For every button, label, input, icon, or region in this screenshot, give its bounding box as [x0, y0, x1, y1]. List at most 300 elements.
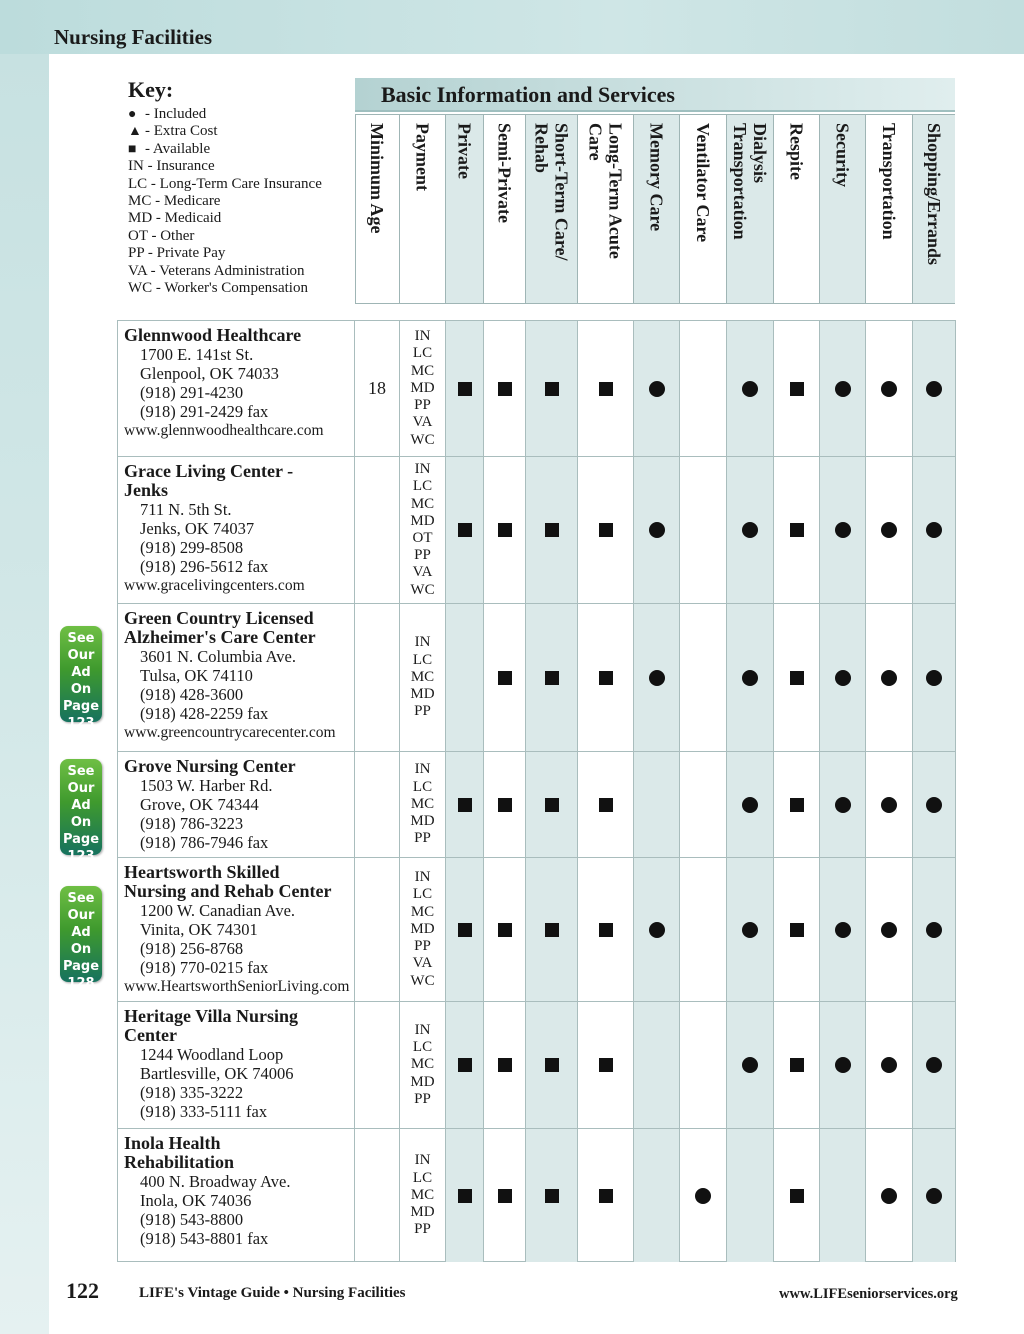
see-ad-badge[interactable] — [60, 626, 102, 731]
key-entry-text: MC - Medicare — [128, 193, 221, 210]
payment-code: LC — [412, 886, 433, 903]
table-row — [118, 858, 955, 1002]
facility-address-line: (918) 291-2429 fax — [140, 402, 269, 421]
available-square-icon — [599, 923, 613, 937]
facility-address-line: (918) 335-3222 — [140, 1083, 244, 1102]
table-cell — [680, 457, 727, 603]
table-cell — [913, 1002, 955, 1128]
included-dot-icon — [742, 922, 758, 938]
key-entry — [128, 245, 353, 262]
facility-address-line: Jenks, OK 74037 — [140, 519, 255, 538]
available-square-icon — [599, 382, 613, 396]
table-cell — [634, 604, 680, 751]
facility-address-line: 1200 W. Canadian Ave. — [140, 901, 296, 920]
column-header — [578, 115, 634, 303]
column-header — [526, 115, 578, 303]
ad-badge-text: Ad On — [70, 798, 92, 830]
payment-code: IN — [414, 1021, 431, 1038]
table-cell — [526, 457, 578, 603]
table-cell — [774, 858, 820, 1001]
table-cell — [727, 1129, 774, 1262]
available-square-icon — [458, 923, 472, 937]
table-cell — [634, 752, 680, 857]
table-cell — [727, 858, 774, 1001]
payment-code: VA — [412, 955, 433, 972]
facility-address-line: 1503 W. Harber Rd. — [140, 776, 273, 795]
ad-badge-text: Our — [67, 648, 95, 663]
included-dot-icon — [926, 922, 942, 938]
table-cell — [484, 1129, 526, 1262]
column-header — [774, 115, 820, 303]
table-cell — [727, 752, 774, 857]
payment-code: MC — [410, 903, 435, 920]
payment-code: MC — [410, 1056, 435, 1073]
key-entry-text: OT - Other — [128, 227, 195, 244]
facility-info — [118, 752, 355, 857]
column-header — [446, 115, 484, 303]
facility-name: Glennwood Healthcare — [124, 325, 302, 345]
included-dot-icon — [881, 797, 897, 813]
table-cell — [355, 858, 400, 1001]
facility-address-line: Vinita, OK 74301 — [140, 920, 258, 939]
table-cell — [400, 321, 446, 456]
ad-badge-text: Page — [62, 959, 100, 974]
facility-info — [118, 858, 355, 1001]
payment-code: WC — [410, 581, 435, 598]
ad-badge-text: 123 — [67, 849, 95, 864]
table-cell — [400, 1129, 446, 1262]
key-entry-text: - Extra Cost — [145, 123, 218, 140]
table-cell — [446, 858, 484, 1001]
table-cell — [820, 321, 866, 456]
payment-code: MD — [410, 1204, 435, 1221]
facility-address-line: (918) 543-8801 fax — [140, 1229, 269, 1248]
table-cell — [526, 858, 578, 1001]
available-square-icon — [790, 523, 804, 537]
included-dot-icon — [835, 522, 851, 538]
key-entry — [128, 106, 353, 123]
footer-guide-title: LIFE's Vintage Guide • Nursing Facilities — [139, 1285, 406, 1301]
table-cell — [355, 1002, 400, 1128]
table-cell — [680, 604, 727, 751]
column-header-label: Minimum Age — [367, 123, 387, 234]
table-cell — [484, 604, 526, 751]
available-square-icon — [498, 671, 512, 685]
table-cell — [774, 1002, 820, 1128]
payment-code: VA — [412, 414, 433, 431]
table-cell — [774, 752, 820, 857]
column-header-label: Transportation — [879, 123, 899, 240]
key-symbol-icon: ▲ — [128, 124, 142, 140]
ad-badge-text: 123 — [67, 716, 95, 731]
table-cell — [727, 321, 774, 456]
available-square-icon — [498, 1058, 512, 1072]
included-dot-icon — [881, 1057, 897, 1073]
facility-address-line: Glenpool, OK 74033 — [140, 364, 279, 383]
included-dot-icon — [742, 381, 758, 397]
table-cell — [680, 321, 727, 456]
payment-code: VA — [412, 564, 433, 581]
table-cell — [680, 752, 727, 857]
column-header-label: Shopping/Errands — [924, 123, 944, 266]
payment-code: MC — [410, 1186, 435, 1203]
included-dot-icon — [835, 670, 851, 686]
table-cell — [820, 604, 866, 751]
table-cell — [634, 321, 680, 456]
table-cell — [526, 321, 578, 456]
payment-code: MD — [410, 1073, 435, 1090]
column-headers — [355, 114, 955, 304]
table-cell — [866, 457, 913, 603]
payment-code: LC — [412, 651, 433, 668]
included-dot-icon — [926, 522, 942, 538]
table-cell — [446, 1129, 484, 1262]
table-cell — [446, 1002, 484, 1128]
table-cell — [355, 752, 400, 857]
key-entry — [128, 263, 353, 280]
available-square-icon — [498, 798, 512, 812]
table-row — [118, 752, 955, 858]
payment-code: MD — [410, 813, 435, 830]
table-cell — [400, 752, 446, 857]
table-cell — [446, 457, 484, 603]
facility-address-line: (918) 333-5111 fax — [140, 1102, 268, 1121]
included-dot-icon — [695, 1188, 711, 1204]
ad-badge-text: See — [67, 891, 95, 906]
payment-code: LC — [412, 345, 433, 362]
facility-address-line: Tulsa, OK 74110 — [140, 666, 253, 685]
section-title: Nursing Facilities — [54, 25, 213, 49]
facility-name: Jenks — [124, 480, 169, 500]
facilities-table — [117, 320, 956, 1262]
available-square-icon — [498, 1189, 512, 1203]
table-cell — [526, 604, 578, 751]
page-number: 122 — [66, 1278, 99, 1303]
facility-info — [118, 1129, 355, 1262]
payment-code: LC — [412, 778, 433, 795]
available-square-icon — [458, 1189, 472, 1203]
included-dot-icon — [742, 797, 758, 813]
available-square-icon — [545, 798, 559, 812]
column-header — [400, 115, 446, 303]
table-cell — [578, 1002, 634, 1128]
facility-name: Inola Health — [124, 1133, 221, 1153]
payment-code: MD — [410, 686, 435, 703]
table-cell — [526, 752, 578, 857]
table-cell — [446, 321, 484, 456]
included-dot-icon — [881, 522, 897, 538]
key-entry-text: - Available — [145, 140, 211, 157]
table-row — [118, 1129, 955, 1262]
available-square-icon — [790, 1058, 804, 1072]
payment-code: IN — [414, 634, 431, 651]
payment-code: LC — [412, 1039, 433, 1056]
available-square-icon — [790, 671, 804, 685]
included-dot-icon — [649, 381, 665, 397]
ad-badge-text: See — [67, 631, 95, 646]
facility-website[interactable]: www.glennwoodhealthcare.com — [124, 422, 324, 439]
facility-name: Nursing and Rehab Center — [124, 881, 332, 901]
table-cell — [913, 604, 955, 751]
table-cell — [866, 1129, 913, 1262]
table-cell — [578, 321, 634, 456]
payment-code: IN — [414, 761, 431, 778]
facility-name: Heritage Villa Nursing — [124, 1006, 298, 1026]
table-cell — [578, 752, 634, 857]
key-entry — [128, 158, 353, 175]
table-cell — [820, 858, 866, 1001]
table-row — [118, 1002, 955, 1129]
ad-badge-text: Ad On — [70, 925, 92, 957]
included-dot-icon — [835, 1057, 851, 1073]
facility-info — [118, 321, 355, 456]
table-cell — [727, 604, 774, 751]
column-header-label: Memory Care — [646, 123, 667, 232]
column-header-label: Private — [454, 123, 475, 179]
table-cell — [400, 858, 446, 1001]
payment-code: MC — [410, 795, 435, 812]
available-square-icon — [458, 523, 472, 537]
payment-code: IN — [414, 869, 431, 886]
table-cell — [355, 321, 400, 456]
included-dot-icon — [742, 1057, 758, 1073]
facility-address-line: 1244 Woodland Loop — [140, 1045, 284, 1064]
table-cell — [634, 1129, 680, 1262]
facility-website[interactable]: www.greencountrycarecenter.com — [124, 724, 336, 741]
key-entry — [128, 193, 353, 210]
available-square-icon — [790, 1189, 804, 1203]
included-dot-icon — [926, 797, 942, 813]
available-square-icon — [458, 1058, 472, 1072]
available-square-icon — [498, 523, 512, 537]
column-header — [355, 115, 400, 303]
key-entry-text: - Included — [145, 106, 207, 122]
table-cell — [484, 858, 526, 1001]
included-dot-icon — [649, 670, 665, 686]
facility-address-line: (918) 786-3223 — [140, 814, 244, 833]
payment-code: MC — [410, 668, 435, 685]
column-header-label: Long-Term Acute Care — [585, 123, 626, 259]
column-header — [634, 115, 680, 303]
column-header-label: Security — [832, 123, 853, 187]
payment-code: WC — [410, 431, 435, 448]
included-dot-icon — [835, 797, 851, 813]
available-square-icon — [599, 1189, 613, 1203]
facility-info — [118, 1002, 355, 1128]
column-header-label: Dialysis Transportation — [730, 123, 770, 240]
services-header — [355, 78, 955, 112]
available-square-icon — [599, 1058, 613, 1072]
payment-code: IN — [414, 1152, 431, 1169]
available-square-icon — [599, 671, 613, 685]
column-header-label: Ventilator Care — [693, 123, 713, 243]
payment-code: MC — [410, 362, 435, 379]
available-square-icon — [790, 798, 804, 812]
table-cell — [774, 1129, 820, 1262]
available-square-icon — [545, 523, 559, 537]
table-cell — [446, 752, 484, 857]
ad-badge-text: Page — [62, 832, 100, 847]
table-cell — [578, 858, 634, 1001]
side-band — [0, 54, 49, 1334]
table-cell — [484, 1002, 526, 1128]
table-cell — [634, 457, 680, 603]
included-dot-icon — [881, 670, 897, 686]
key-entry-text: PP - Private Pay — [128, 245, 226, 262]
payment-code: PP — [414, 703, 431, 720]
payment-code: WC — [410, 972, 435, 989]
payment-code: MC — [410, 495, 435, 512]
included-dot-icon — [649, 522, 665, 538]
payment-code: PP — [414, 547, 431, 564]
table-cell — [820, 1002, 866, 1128]
available-square-icon — [545, 923, 559, 937]
table-row — [118, 321, 955, 457]
payment-code: PP — [414, 397, 431, 414]
footer-url[interactable]: www.LIFEseniorservices.org — [779, 1286, 958, 1302]
table-cell — [913, 858, 955, 1001]
facility-name: Grove Nursing Center — [124, 756, 296, 776]
payment-code: MD — [410, 920, 435, 937]
table-row — [118, 604, 955, 752]
key-entry-text: IN - Insurance — [128, 158, 215, 175]
table-cell — [866, 858, 913, 1001]
table-cell — [774, 457, 820, 603]
facility-address-line: Inola, OK 74036 — [140, 1191, 252, 1210]
table-cell — [355, 1129, 400, 1262]
table-cell — [578, 457, 634, 603]
table-cell — [866, 321, 913, 456]
table-cell — [680, 1129, 727, 1262]
available-square-icon — [599, 523, 613, 537]
key-entry-text: WC - Worker's Compensation — [128, 280, 308, 297]
payment-code: OT — [412, 530, 433, 546]
key-entry-text: LC - Long-Term Care Insurance — [128, 175, 322, 192]
payment-code: PP — [414, 1221, 431, 1238]
included-dot-icon — [926, 670, 942, 686]
facility-website[interactable]: www.gracelivingcenters.com — [124, 577, 305, 594]
ad-badge-text: Our — [67, 908, 95, 923]
facility-address-line: Bartlesville, OK 74006 — [140, 1064, 294, 1083]
included-dot-icon — [835, 922, 851, 938]
payment-code: PP — [414, 1090, 431, 1107]
key-entry — [128, 210, 353, 227]
payment-code: MD — [410, 512, 435, 529]
ad-badge-text: Our — [67, 781, 95, 796]
table-cell — [446, 604, 484, 751]
table-cell — [774, 321, 820, 456]
table-cell — [913, 752, 955, 857]
key-symbol-icon: ● — [128, 107, 137, 122]
table-cell — [355, 457, 400, 603]
table-cell — [820, 752, 866, 857]
table-cell — [578, 604, 634, 751]
payment-code: IN — [414, 461, 431, 478]
key-entry — [128, 141, 353, 158]
key-entry-text: MD - Medicaid — [128, 210, 222, 227]
available-square-icon — [458, 798, 472, 812]
included-dot-icon — [835, 381, 851, 397]
available-square-icon — [498, 382, 512, 396]
table-cell — [634, 1002, 680, 1128]
table-cell — [400, 1002, 446, 1128]
available-square-icon — [545, 1058, 559, 1072]
included-dot-icon — [926, 1188, 942, 1204]
table-cell — [400, 457, 446, 603]
ad-badge-text: 128 — [67, 976, 95, 991]
facility-name: Rehabilitation — [124, 1152, 235, 1172]
included-dot-icon — [742, 522, 758, 538]
table-cell — [866, 752, 913, 857]
payment-code: LC — [412, 1169, 433, 1186]
column-header-label: Payment — [412, 123, 433, 191]
key-entry-text: VA - Veterans Administration — [128, 262, 305, 279]
facility-address-line: 400 N. Broadway Ave. — [140, 1172, 291, 1191]
available-square-icon — [790, 923, 804, 937]
facility-address-line: (918) 256-8768 — [140, 939, 244, 958]
facility-address-line: (918) 786-7946 fax — [140, 833, 269, 852]
facility-address-line: (918) 291-4230 — [140, 383, 244, 402]
facility-address-line: (918) 543-8800 — [140, 1210, 244, 1229]
ad-badge-text: See — [67, 764, 95, 779]
see-ad-badge[interactable] — [60, 759, 102, 864]
included-dot-icon — [881, 381, 897, 397]
facility-name: Grace Living Center - — [124, 461, 294, 481]
key-entry — [128, 176, 353, 193]
table-cell — [484, 457, 526, 603]
facility-website[interactable]: www.HeartsworthSeniorLiving.com — [124, 978, 350, 995]
table-cell — [913, 321, 955, 456]
available-square-icon — [790, 382, 804, 396]
table-cell — [913, 1129, 955, 1262]
table-cell — [866, 1002, 913, 1128]
column-header-label: Respite — [786, 123, 807, 180]
payment-code: LC — [412, 478, 433, 495]
minimum-age-value: 18 — [368, 378, 386, 398]
table-cell — [774, 604, 820, 751]
table-cell — [634, 858, 680, 1001]
table-cell — [680, 1002, 727, 1128]
table-cell — [400, 604, 446, 751]
table-cell — [484, 321, 526, 456]
payment-code: PP — [414, 830, 431, 847]
see-ad-badge[interactable] — [60, 886, 102, 991]
services-header-title: Basic Information and Services — [381, 82, 675, 107]
table-cell — [578, 1129, 634, 1262]
facility-address-line: (918) 296-5612 fax — [140, 557, 269, 576]
included-dot-icon — [881, 1188, 897, 1204]
facility-name: Green Country Licensed — [124, 608, 314, 628]
facility-name: Alzheimer's Care Center — [124, 627, 316, 647]
available-square-icon — [545, 1189, 559, 1203]
available-square-icon — [545, 382, 559, 396]
table-cell — [913, 457, 955, 603]
available-square-icon — [545, 671, 559, 685]
available-square-icon — [599, 798, 613, 812]
facility-info — [118, 457, 355, 603]
table-cell — [484, 752, 526, 857]
facility-name: Center — [124, 1025, 177, 1045]
facility-address-line: 711 N. 5th St. — [140, 500, 232, 519]
available-square-icon — [498, 923, 512, 937]
column-header — [680, 115, 727, 303]
table-cell — [680, 858, 727, 1001]
facility-name: Heartsworth Skilled — [124, 862, 280, 882]
facility-address-line: 1700 E. 141st St. — [140, 345, 254, 364]
table-cell — [727, 1002, 774, 1128]
facility-address-line: (918) 428-3600 — [140, 685, 244, 704]
key-entry — [128, 123, 353, 140]
